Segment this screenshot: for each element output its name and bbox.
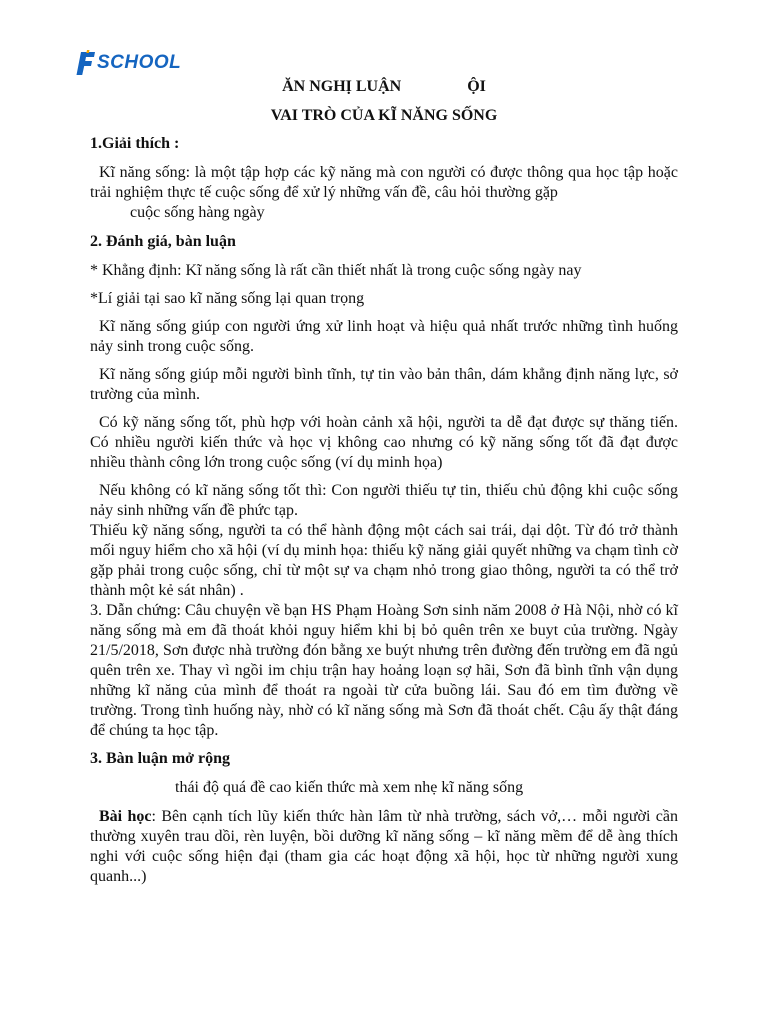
section2-para-1: Kĩ năng sống giúp con người ứng xử linh hoạt và hiệu quả nhất trước những tình huống nảy sinh trong cuộc sống.: [90, 318, 678, 355]
lesson-label: Bài học: [99, 808, 152, 825]
section3-heading: 3. Bàn luận mở rộng: [90, 750, 230, 767]
title-line1-right: ỘI: [467, 78, 486, 95]
section2-heading: 2. Đánh giá, bàn luận: [90, 233, 236, 250]
document-body: [90, 134, 678, 887]
section2-para-5: Thiếu kỹ năng sống, người ta có thể hành động một cách sai trái, dại dột. Từ đó trở thành mối nguy hiểm cho xã hội (ví dụ minh họa: thiếu kỹ năng giải quyết những va chạm tình cờ gặp phải trong cuộc sống, chỉ từ một sự va chạm nhỏ trong giao thông, người ta có thể trở thành một kẻ sát nhân) .: [90, 522, 678, 599]
section3-line: thái độ quá đề cao kiến thức mà xem nhẹ kĩ năng sống: [175, 779, 524, 796]
section1-definition-end: cuộc sống hàng ngày: [130, 204, 265, 221]
fschool-logo: [76, 50, 181, 76]
document-title-line1: [0, 78, 768, 96]
document-title-line2: VAI TRÒ CỦA KĨ NĂNG SỐNG: [270, 107, 498, 124]
section2-affirm: * Khẳng định: Kĩ năng sống là rất cần thiết nhất là trong cuộc sống ngày nay: [90, 262, 582, 279]
logo-text: SCHOOL: [97, 52, 182, 73]
title-line1-left: ĂN NGHỊ LUẬN: [282, 78, 402, 95]
section2-para-3: Có kỹ năng sống tốt, phù hợp với hoàn cảnh xã hội, người ta dễ đạt được sự thăng tiến. Có nhiều người kiến thức và học vị không cao nhưng có kỹ năng sống tốt đã đạt được nhiều thành công lớn trong cuộc sống (ví dụ minh họa): [90, 414, 678, 471]
section2-evidence: 3. Dẫn chứng: Câu chuyện về bạn HS Phạm Hoàng Sơn sinh năm 2008 ở Hà Nội, nhờ có kĩ năng sống mà em đã thoát khỏi nguy hiểm khi bị bỏ quên trên xe buyt của trường. Ngày 21/5/2018, Sơn được nhà trường đón bằng xe buýt nhưng trên đường đến trường em đã ngủ quên trên xe. Thay vì ngồi im chịu trận hay hoảng loạn sợ hãi, Sơn đã bình tĩnh vận dụng những kĩ năng của mình để thoát ra ngoài từ cửa buồng lái. Sau đó em tìm đường về trường. Trong tình huống này, nhờ có kĩ năng sống mà Sơn đã thoát chết. Cậu ấy thật đáng để chúng ta học tập.: [90, 602, 678, 739]
lesson-text: : Bên cạnh tích lũy kiến thức hàn lâm từ nhà trường, sách vở,… mỗi người cần thường xuyên trau dồi, rèn luyện, bồi dưỡng kĩ năng sống – kĩ năng mềm để dễ àng thích nghi với cuộc sống hiện đại (tham gia các hoạt động xã hội, học từ những người xung quanh...): [90, 808, 678, 885]
section2-explain: *Lí giải tại sao kĩ năng sống lại quan trọng: [90, 290, 365, 307]
section1-heading: 1.Giải thích :: [90, 135, 180, 152]
logo-f-icon: [76, 50, 96, 76]
section3-lesson: [90, 807, 678, 887]
section2-para-2: Kĩ năng sống giúp mỗi người bình tĩnh, tự tin vào bản thân, dám khẳng định năng lực, sở trường của mình.: [90, 366, 678, 403]
section2-para-4: Nếu không có kĩ năng sống tốt thì: Con người thiếu tự tin, thiếu chủ động khi cuộc sống nảy sinh những vấn đề phức tạp.: [90, 482, 678, 519]
section1-definition: Kĩ năng sống: là một tập hợp các kỹ năng mà con người có được thông qua học tập hoặc trải nghiệm thực tế cuộc sống để xử lý những vấn đề, câu hỏi thường gặp: [90, 164, 678, 201]
